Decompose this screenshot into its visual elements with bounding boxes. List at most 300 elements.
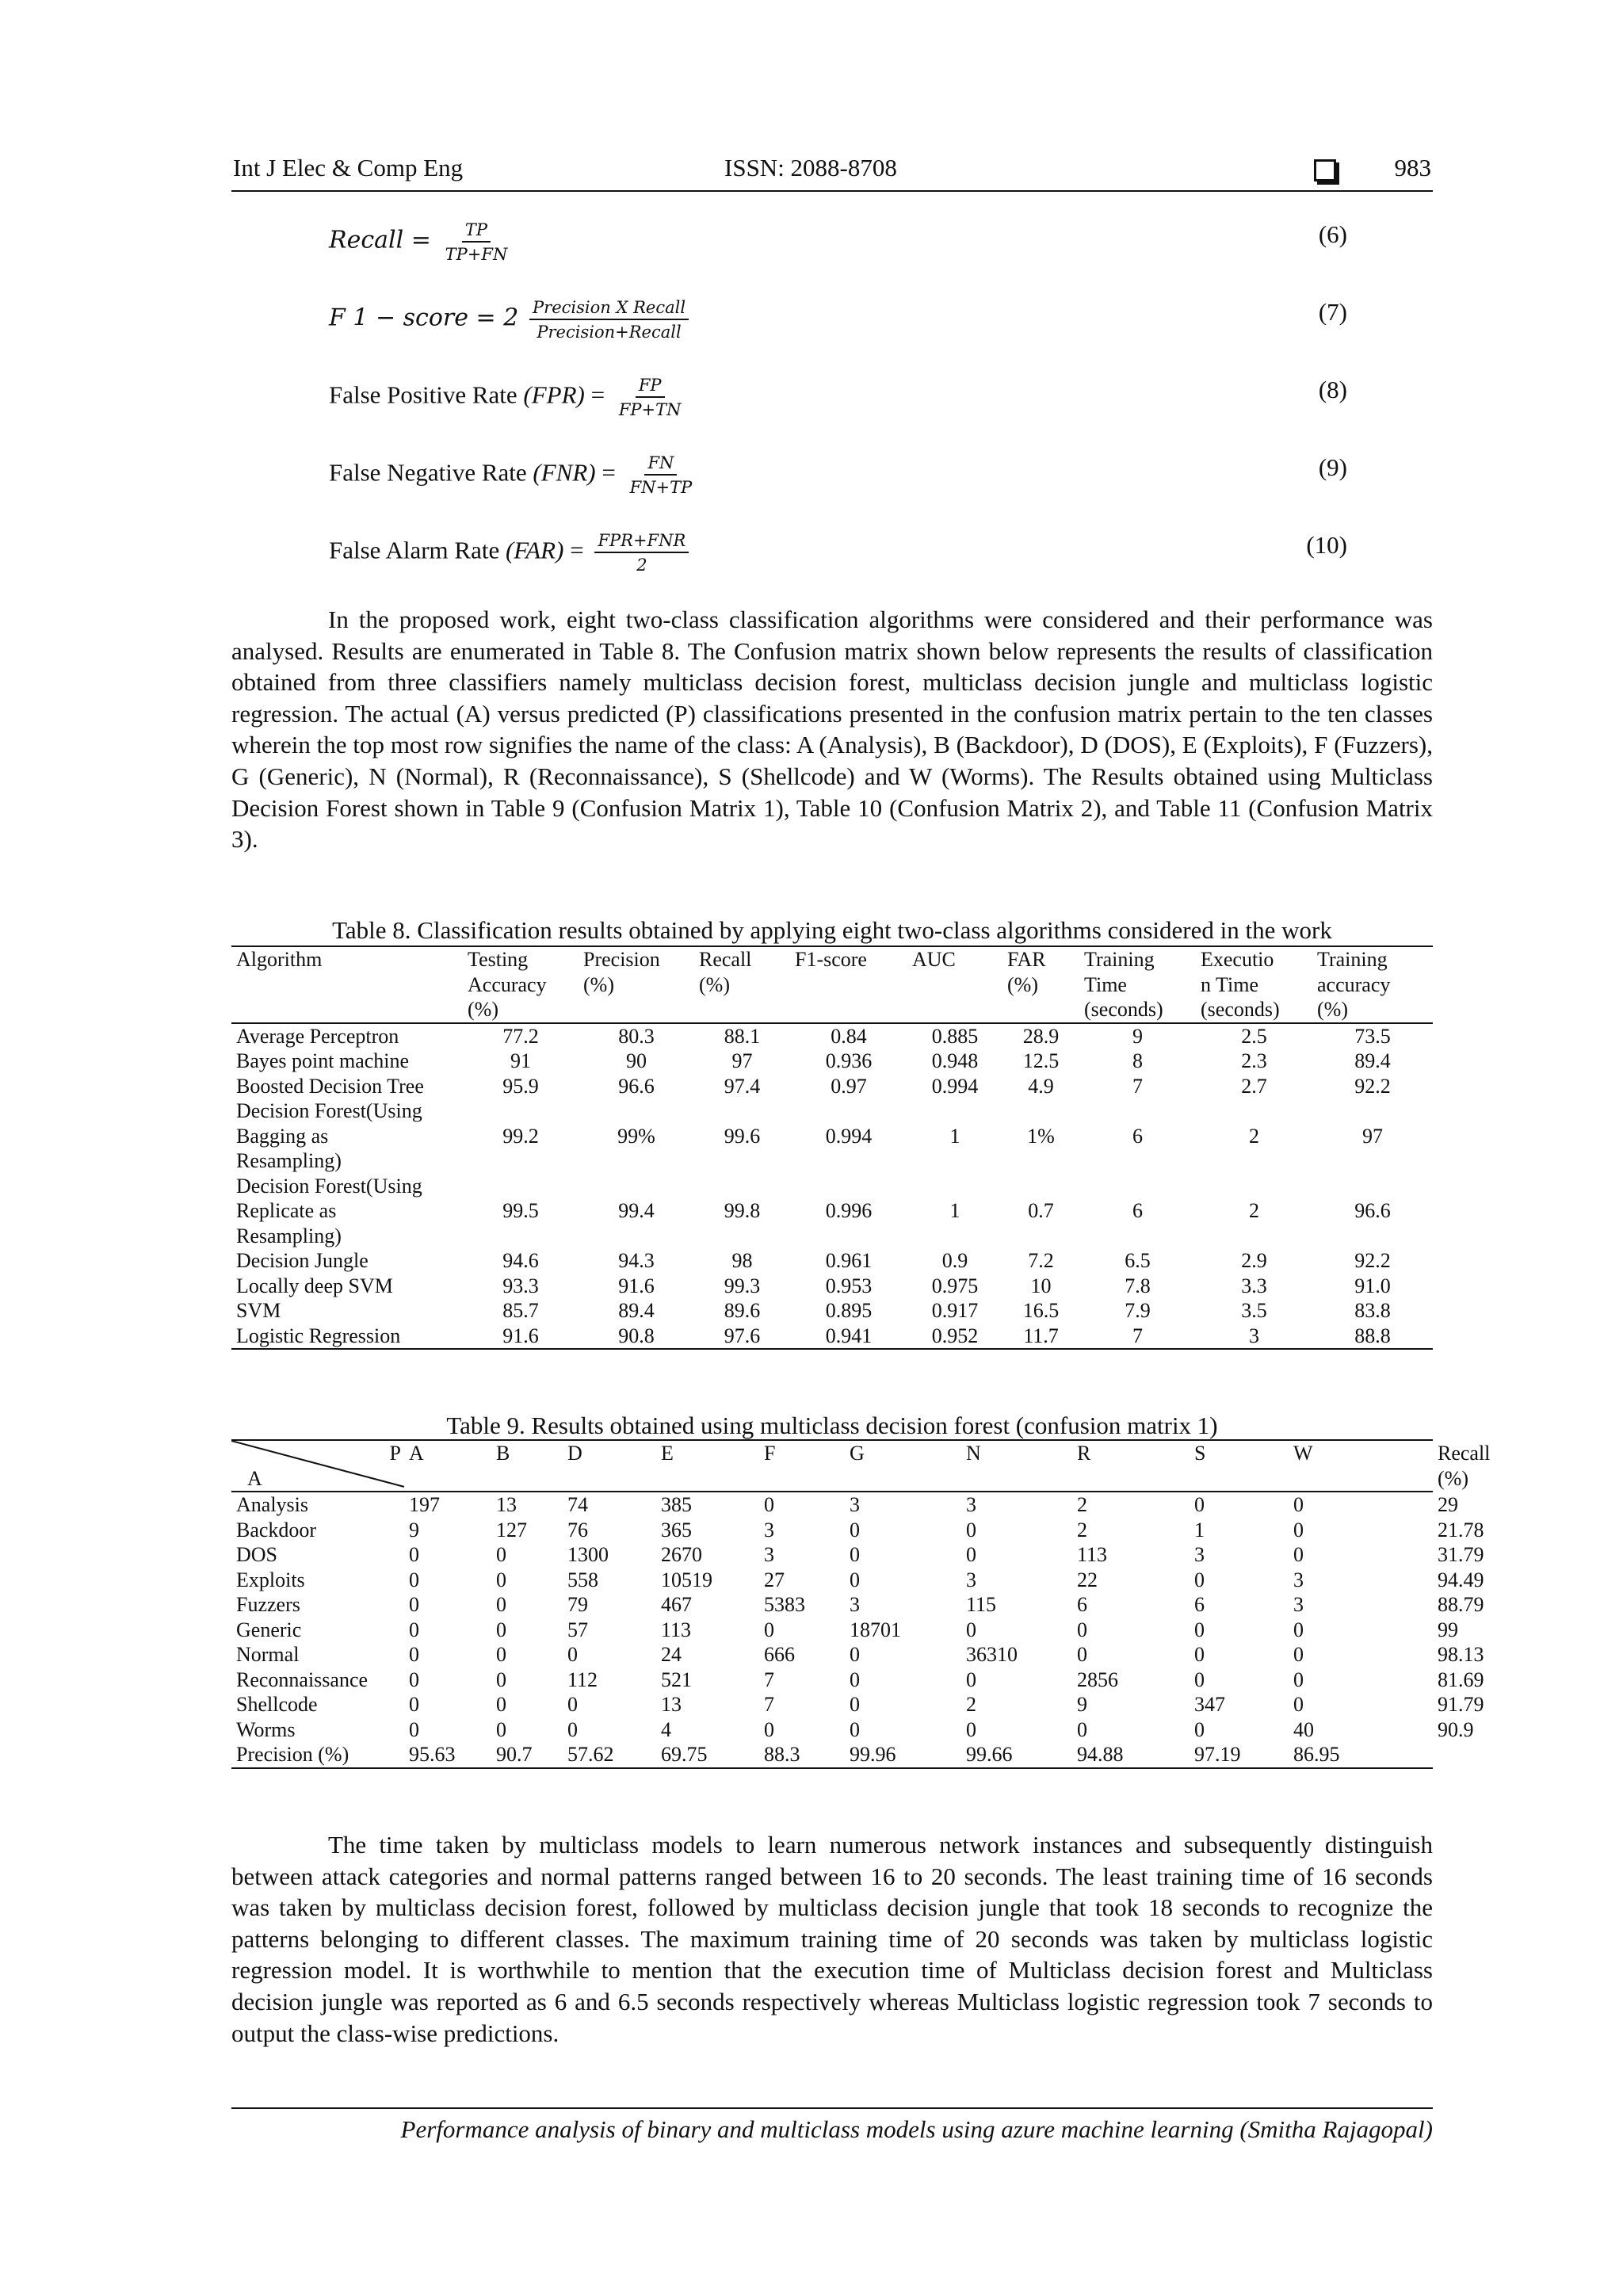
table-cell: 80.3 — [618, 1024, 655, 1048]
table-cell: 6 — [1077, 1593, 1087, 1616]
table-cell: 365 — [661, 1518, 692, 1541]
row-label: Shellcode — [236, 1693, 318, 1716]
cell-line: Decision Forest(Using — [236, 1174, 422, 1198]
table-cell: 3.5 — [1241, 1299, 1267, 1322]
table-row: Fuzzers 0 0 79 467 5383 3 115 6 6 3 88.79 — [231, 1592, 1433, 1618]
cell-line: Decision Jungle — [236, 1249, 369, 1272]
equation-fraction — [594, 531, 689, 575]
algorithm-name — [231, 1074, 463, 1099]
column-header — [1196, 946, 1312, 1023]
equation-lhs-text: False Positive Rate — [329, 380, 524, 409]
table-cell: 7 — [764, 1693, 774, 1716]
table-cell: 90.7 — [491, 1742, 563, 1768]
table-cell: 0 — [409, 1717, 419, 1741]
table-cell: 0 — [1293, 1493, 1304, 1516]
table-cell: 99% — [617, 1124, 655, 1148]
page-header — [231, 152, 1433, 192]
table-row — [231, 1074, 1433, 1099]
table-cell: 16.5 — [1022, 1299, 1060, 1322]
table-cell: 0 — [1194, 1618, 1205, 1641]
table-cell: 18701 — [850, 1618, 901, 1641]
table-cell: 0 — [764, 1618, 774, 1641]
table8-caption: Table 8. Classification results obtained by applying eight two-class algorithms considered in the work — [332, 916, 1332, 944]
table-cell: 0.84 — [831, 1024, 867, 1048]
table-cell: 0 — [764, 1717, 774, 1741]
column-header — [463, 946, 579, 1023]
table-cell: 0 — [409, 1543, 419, 1566]
table-cell: 83.8 — [1354, 1299, 1391, 1322]
cell-line: Resampling) — [236, 1149, 342, 1172]
table-cell: 0 — [496, 1693, 506, 1716]
table-row — [231, 1298, 1433, 1324]
table-cell: 0 — [496, 1717, 506, 1741]
fraction-denominator: FN+TP — [629, 478, 693, 497]
table-cell: 27 — [764, 1568, 785, 1591]
table-cell: 13 — [661, 1693, 682, 1716]
table-cell: 113 — [661, 1618, 692, 1641]
table-cell: 96.6 — [1354, 1199, 1391, 1222]
cell-line: Training — [1317, 948, 1388, 971]
table-cell: 94.88 — [1072, 1742, 1190, 1768]
table-row: Worms 0 0 0 4 0 0 0 0 0 40 90.9 — [231, 1717, 1433, 1743]
table-cell: 99.2 — [502, 1124, 539, 1148]
column-header: W — [1289, 1440, 1433, 1492]
table-cell: 0 — [1077, 1717, 1087, 1741]
table9-caption: Table 9. Results obtained using multiclass decision forest (confusion matrix 1) — [446, 1412, 1218, 1439]
table-cell: 91.6 — [463, 1324, 579, 1350]
table-row: DOS 0 0 1300 2670 3 0 0 113 3 0 31.79 — [231, 1542, 1433, 1568]
row-label: Generic — [236, 1618, 302, 1641]
table-cell: 0 — [496, 1593, 506, 1616]
row-label: Analysis — [236, 1493, 308, 1516]
table-cell: 97.4 — [724, 1074, 761, 1098]
cell-line: n Time — [1201, 972, 1258, 996]
table-cell: 0 — [409, 1693, 419, 1716]
column-header: B — [491, 1440, 563, 1492]
table-cell: 94.6 — [502, 1249, 539, 1272]
table-cell: 10 — [1030, 1274, 1052, 1297]
table-cell: 3 — [1293, 1593, 1304, 1616]
table-cell: 0.7 — [1028, 1199, 1054, 1222]
table-cell: 3.3 — [1241, 1274, 1267, 1297]
fraction-numerator: TP — [462, 220, 491, 243]
table-cell: 0.885 — [931, 1024, 979, 1048]
table-cell: 99.96 — [845, 1742, 961, 1768]
row-label: Exploits — [236, 1568, 305, 1591]
cell-line: (%) — [699, 972, 730, 996]
equation-fraction — [442, 220, 511, 264]
table-cell: 5383 — [764, 1593, 805, 1616]
table-cell: 89.4 — [618, 1299, 655, 1322]
table-cell: 6 — [1132, 1199, 1143, 1222]
table-cell: 11.7 — [1002, 1324, 1079, 1350]
table-cell: 0 — [496, 1643, 506, 1666]
cell-line: (%) — [583, 972, 614, 996]
table-cell: 0.895 — [825, 1299, 873, 1322]
table-row — [231, 1098, 1433, 1174]
table-row — [231, 1023, 1433, 1049]
table-cell: 92.2 — [1354, 1249, 1391, 1272]
column-header: A — [404, 1440, 491, 1492]
table-cell: 2.3 — [1241, 1049, 1267, 1072]
table-cell: 197 — [409, 1493, 440, 1516]
body-paragraph — [231, 1829, 1433, 2049]
cell-line: Boosted Decision Tree — [236, 1074, 424, 1098]
table-cell: 0 — [496, 1668, 506, 1691]
table-cell: 0 — [1194, 1643, 1205, 1666]
table-cell: 0 — [567, 1717, 578, 1741]
table-cell: 1 — [949, 1124, 960, 1148]
table-cell: 112 — [567, 1668, 598, 1691]
algorithm-name — [231, 1174, 463, 1249]
table-cell: 0 — [567, 1693, 578, 1716]
table-cell: 0.97 — [831, 1074, 867, 1098]
cell-line: Testing — [468, 948, 529, 971]
table-cell: 3 — [850, 1593, 860, 1616]
equation-fpr — [329, 368, 1347, 423]
column-header — [694, 946, 790, 1023]
table-cell: 6.5 — [1125, 1249, 1151, 1272]
algorithm-name — [231, 1298, 463, 1324]
cell-line: Average Perceptron — [236, 1024, 399, 1048]
table-cell: 0 — [1293, 1543, 1304, 1566]
table-cell: 57 — [567, 1618, 588, 1641]
table-cell: 0 — [1077, 1618, 1087, 1641]
table-cell: 9 — [1132, 1024, 1143, 1048]
table-cell: 6 — [1132, 1124, 1143, 1148]
equation-number: (9) — [1318, 453, 1347, 481]
table-cell: 36310 — [966, 1643, 1018, 1666]
table-cell: 9 — [1077, 1693, 1087, 1716]
table-cell: 3 — [764, 1543, 774, 1566]
row-label: Precision (%) — [231, 1742, 404, 1768]
cell-line: SVM — [236, 1299, 281, 1322]
column-header — [790, 946, 907, 1023]
column-header — [1002, 946, 1079, 1023]
equation-lhs: Recall = — [329, 226, 431, 254]
equation-lhs-eq: = — [563, 536, 584, 564]
fraction-denominator: Precision+Recall — [537, 323, 682, 342]
table-row — [231, 1248, 1433, 1274]
actual-label: A — [247, 1466, 262, 1490]
cell-line: Time — [1084, 972, 1127, 996]
table-cell: 3 — [966, 1568, 976, 1591]
table-cell: 0.9 — [941, 1249, 968, 1272]
table-cell: 91.0 — [1354, 1274, 1391, 1297]
fraction-numerator: Precision X Recall — [529, 298, 689, 320]
table-cell: 93.3 — [502, 1274, 539, 1297]
equation-number: (10) — [1306, 531, 1347, 559]
cell-line: Decision Forest(Using — [236, 1099, 422, 1122]
table-cell: 92.2 — [1354, 1074, 1391, 1098]
table-cell: 0 — [850, 1717, 860, 1741]
table-cell: 2.7 — [1241, 1074, 1267, 1098]
table-cell: 0 — [850, 1518, 860, 1541]
table-cell: 3 — [966, 1493, 976, 1516]
table-cell: 0 — [409, 1618, 419, 1641]
table-row — [231, 1324, 1433, 1350]
table9 — [231, 1439, 1491, 1769]
table-cell: 0 — [1293, 1693, 1304, 1716]
table-cell: 97 — [731, 1049, 753, 1072]
table-cell: 95.63 — [404, 1742, 491, 1768]
issn: ISSN: 2088-8708 — [724, 154, 897, 181]
table-cell: 97 — [1362, 1124, 1383, 1148]
equation-lhs-text: False Negative Rate — [329, 458, 533, 487]
cell-line: (%) — [1007, 972, 1038, 996]
table-cell: 0.936 — [825, 1049, 873, 1072]
algorithm-name — [231, 1023, 463, 1049]
table-cell: 7 — [1132, 1074, 1143, 1098]
table-cell: 385 — [661, 1493, 692, 1516]
table-row: Normal 0 0 0 24 666 0 36310 0 0 0 98.13 — [231, 1642, 1433, 1668]
table-cell: 3 — [1293, 1568, 1304, 1591]
table-cell: 0 — [966, 1543, 976, 1566]
table-cell: 0 — [409, 1643, 419, 1666]
table-cell: 28.9 — [1022, 1024, 1060, 1048]
cell-line: Bayes point machine — [236, 1049, 410, 1072]
table-row: Analysis 197 13 74 385 0 3 3 2 0 0 29 — [231, 1492, 1433, 1518]
table-cell: 0.953 — [825, 1274, 873, 1297]
column-header: N — [961, 1440, 1072, 1492]
cell-line: Logistic Regression — [236, 1324, 401, 1347]
table-cell: 113 — [1077, 1543, 1108, 1566]
table-cell: 2 — [1249, 1199, 1259, 1222]
page-number: 983 — [1394, 154, 1431, 181]
table-cell: 99.8 — [724, 1199, 761, 1222]
row-label: Fuzzers — [236, 1593, 300, 1616]
table-cell: 0.917 — [931, 1299, 979, 1322]
row-label: Backdoor — [236, 1518, 317, 1541]
column-header: D — [563, 1440, 656, 1492]
table-cell: 74 — [567, 1493, 588, 1516]
equation-far — [329, 523, 1347, 579]
table-cell: 347 — [1194, 1693, 1225, 1716]
cell-line: Executio — [1201, 948, 1274, 971]
table-cell: 1% — [1027, 1124, 1055, 1148]
cell-line: Bagging as — [236, 1124, 329, 1148]
table-cell: 13 — [496, 1493, 517, 1516]
table-cell: 0 — [1293, 1518, 1304, 1541]
table-cell: 0 — [850, 1693, 860, 1716]
column-header: E — [656, 1440, 759, 1492]
table-row: Reconnaissance 0 0 112 521 7 0 0 2856 0 0 81.69 — [231, 1668, 1433, 1693]
cell-line: Recall — [1438, 1442, 1491, 1465]
cell-line: (%) — [1317, 998, 1348, 1021]
table-cell: 91 — [510, 1049, 531, 1072]
table-cell: 0 — [1194, 1717, 1205, 1741]
square-bullet-icon — [1314, 159, 1336, 181]
table-row — [231, 1274, 1433, 1299]
equation-number: (8) — [1318, 376, 1347, 403]
table-cell: 89.4 — [1354, 1049, 1391, 1072]
column-header: S — [1190, 1440, 1289, 1492]
algorithm-name — [231, 1248, 463, 1274]
table-cell: 0 — [850, 1643, 860, 1666]
table-cell: 4 — [661, 1717, 671, 1741]
cell-line: Algorithm — [236, 948, 323, 971]
table-cell: 1 — [949, 1199, 960, 1222]
paragraph-text: The time taken by multiclass models to learn numerous network instances and subsequently distinguish between attack categories and normal patterns ranged between 16 to 20 seconds. The least training time of 16 seconds was taken by multiclass decision forest, followed by multiclass decision jungle that took 18 seconds to recognize the patterns belonging to different classes. The maximum training time of 20 seconds was taken by multiclass logistic regression model. It is worthwhile to mention that the execution time of Multiclass decision forest and Multiclass decision jungle was reported as 6 and 6.5 seconds respectively whereas Multiclass logistic regression took 7 seconds to output the class-wise predictions. — [231, 1831, 1433, 2047]
table-cell: 7.9 — [1125, 1299, 1151, 1322]
cell-line: (seconds) — [1201, 998, 1280, 1021]
table-cell: 1300 — [567, 1543, 609, 1566]
column-header — [231, 946, 463, 1023]
equation-fraction — [529, 298, 689, 342]
table-cell: 558 — [567, 1568, 598, 1591]
table-cell: 3 — [850, 1493, 860, 1516]
equation-number: (7) — [1318, 298, 1347, 326]
table-cell: 22 — [1077, 1568, 1098, 1591]
equation-f1-score — [329, 290, 1347, 346]
body-paragraph — [231, 604, 1433, 855]
table-cell: 0.994 — [825, 1124, 873, 1148]
table-cell: 9 — [409, 1518, 419, 1541]
table-row: Exploits 0 0 558 10519 27 0 3 22 0 3 94.49 — [231, 1568, 1433, 1593]
table-cell: 0 — [966, 1618, 976, 1641]
table-cell: 0 — [409, 1568, 419, 1591]
equation-lhs-abbrev: (FNR) — [533, 458, 596, 487]
table-cell: 0 — [567, 1643, 578, 1666]
table-cell: 76 — [567, 1518, 588, 1541]
table-cell: 96.6 — [618, 1074, 655, 1098]
table-cell: 0 — [1077, 1643, 1087, 1666]
table-cell: 99.6 — [724, 1124, 761, 1148]
table-row — [231, 1174, 1433, 1249]
table-cell: 2670 — [661, 1543, 702, 1566]
table8 — [231, 946, 1433, 1350]
table-cell: 7.8 — [1125, 1274, 1151, 1297]
row-label: Worms — [236, 1717, 296, 1741]
table-cell: 91.6 — [618, 1274, 655, 1297]
table-row — [231, 1742, 1433, 1768]
table-cell: 79 — [567, 1593, 588, 1616]
table-cell: 467 — [661, 1593, 692, 1616]
cell-line: Replicate as — [236, 1199, 337, 1222]
table-cell: 0 — [1194, 1493, 1205, 1516]
table-cell: 99.5 — [502, 1199, 539, 1222]
table-cell: 88.3 — [759, 1742, 845, 1768]
table-cell: 95.9 — [502, 1074, 539, 1098]
equation-lhs-eq: = — [584, 380, 605, 409]
table-cell: 0 — [850, 1543, 860, 1566]
table-cell: 10519 — [661, 1568, 712, 1591]
table-cell: 1 — [1194, 1518, 1205, 1541]
table-cell: 0 — [850, 1568, 860, 1591]
table-cell: 0 — [966, 1518, 976, 1541]
table-cell: 0.994 — [931, 1074, 979, 1098]
cell-line: (%) — [1438, 1466, 1468, 1490]
journal-name: Int J Elec & Comp Eng — [233, 154, 464, 181]
column-header: F — [759, 1440, 845, 1492]
cell-line: AUC — [912, 948, 956, 971]
table-cell: 97.6 — [694, 1324, 790, 1350]
cell-line: FAR — [1007, 948, 1046, 971]
table-cell: 2 — [1077, 1493, 1087, 1516]
equation-recall — [329, 212, 1347, 268]
page-footer: Performance analysis of binary and multiclass models using azure machine learning (Smitha Rajagopal) — [231, 2107, 1433, 2144]
table-cell: 73.5 — [1354, 1024, 1391, 1048]
table-cell: 0 — [496, 1568, 506, 1591]
table-cell: 3 — [764, 1518, 774, 1541]
table-row: Generic 0 0 57 113 0 18701 0 0 0 0 99 — [231, 1618, 1433, 1643]
table-corner-cell — [231, 1440, 404, 1492]
predicted-label: P — [389, 1442, 401, 1465]
column-header — [1079, 946, 1196, 1023]
equation-lhs-abbrev: (FAR) — [505, 536, 564, 564]
cell-line: Precision — [583, 948, 660, 971]
table-cell: 90 — [626, 1049, 647, 1072]
table-cell: 0 — [1293, 1668, 1304, 1691]
table-cell: 69.75 — [656, 1742, 759, 1768]
equation-fnr — [329, 445, 1347, 501]
column-header — [1312, 946, 1433, 1023]
paragraph-text: In the proposed work, eight two-class classification algorithms were considered and their performance was analysed. Results are enumerated in Table 8. The Confusion matrix shown below represents the results of classification obtained from three classifiers namely multiclass decision forest, multiclass decision jungle and multiclass logistic regression. The actual (A) versus predicted (P) classifications presented in the confusion matrix pertain to the ten classes wherein the top most row signifies the name of the class: A (Analysis), B (Backdoor), D (DOS), E (Exploits), F (Fuzzers), G (Generic), N (Normal), R (Reconnaissance), S (Shellcode) and W (Worms). The Results obtained using Multiclass Decision Forest shown in Table 9 (Confusion Matrix 1), Table 10 (Confusion Matrix 2), and Table 11 (Confusion Matrix 3). — [231, 606, 1433, 854]
table-cell: 0 — [764, 1493, 774, 1516]
fraction-numerator: FP — [636, 376, 665, 398]
table-cell: 94.3 — [618, 1249, 655, 1272]
column-header — [907, 946, 1002, 1023]
table-cell: 0 — [1293, 1618, 1304, 1641]
table-cell: 99.3 — [724, 1274, 761, 1297]
cell-line: Resampling) — [236, 1224, 342, 1247]
cell-line: F1-score — [795, 948, 867, 971]
table-cell: 0 — [966, 1717, 976, 1741]
equation-fraction — [627, 453, 696, 497]
cell-line: Recall — [699, 948, 752, 971]
table-cell: 0.975 — [931, 1274, 979, 1297]
cell-line: accuracy — [1317, 972, 1391, 996]
table-cell: 0 — [1293, 1643, 1304, 1666]
table-cell: 4.9 — [1028, 1074, 1054, 1098]
cell-line: Locally deep SVM — [236, 1274, 393, 1297]
cell-line: Training — [1084, 948, 1155, 971]
column-header — [579, 946, 694, 1023]
table-cell: 0 — [966, 1668, 976, 1691]
table-cell: 0 — [409, 1668, 419, 1691]
algorithm-name — [231, 1274, 463, 1299]
table-cell: 2856 — [1077, 1668, 1118, 1691]
table-cell: 0.961 — [825, 1249, 873, 1272]
table-cell: 0 — [1194, 1568, 1205, 1591]
algorithm-name — [231, 1098, 463, 1174]
equation-number: (6) — [1318, 220, 1347, 248]
fraction-denominator: 2 — [636, 556, 647, 575]
table-row — [231, 1049, 1433, 1074]
equation-lhs: F 1 − score = 2 — [329, 304, 519, 332]
table-cell: 99.4 — [618, 1199, 655, 1222]
table-cell: 12.5 — [1022, 1049, 1060, 1072]
table-cell: 89.6 — [724, 1299, 761, 1322]
row-label: DOS — [236, 1543, 278, 1566]
column-header: R — [1072, 1440, 1190, 1492]
table-cell: 99.66 — [961, 1742, 1072, 1768]
table-cell: 2.5 — [1241, 1024, 1267, 1048]
table-cell: 0 — [409, 1593, 419, 1616]
table-cell: 85.7 — [502, 1299, 539, 1322]
table-cell: 3 — [1194, 1543, 1205, 1566]
algorithm-name — [231, 1324, 463, 1350]
fraction-denominator: FP+TN — [618, 400, 682, 419]
table-cell: 2 — [1249, 1124, 1259, 1148]
table-cell: 3 — [1196, 1324, 1312, 1350]
table-cell: 7.2 — [1028, 1249, 1054, 1272]
equation-lhs-text: False Alarm Rate — [329, 536, 506, 564]
table-cell: 90.8 — [579, 1324, 694, 1350]
cell-line: (%) — [468, 998, 498, 1021]
table-cell: 7 — [1079, 1324, 1196, 1350]
table-cell: 0 — [850, 1668, 860, 1691]
